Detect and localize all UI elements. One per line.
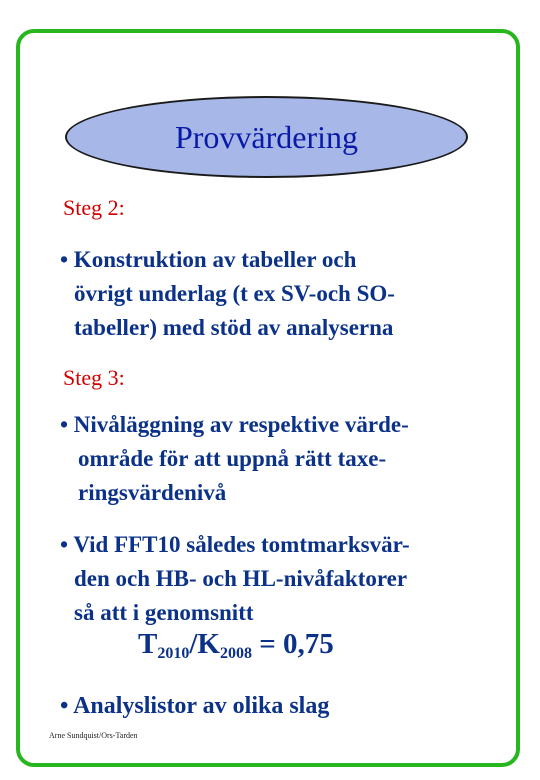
bullet-line: • Nivåläggning av respektive värde- — [60, 412, 409, 437]
footer-credit: Arne Sundquist/Ors-Tarden — [49, 731, 138, 740]
ratio-formula — [138, 628, 334, 663]
bullet-analyslistor — [60, 689, 329, 723]
formula-k: /K — [189, 628, 220, 660]
step-3-bullet-1 — [60, 408, 409, 510]
formula-k-subscript: 2008 — [219, 645, 252, 662]
bullet-line: • Konstruktion av tabeller och — [60, 247, 357, 272]
bullet-line: den och HB- och HL-nivåfaktorer — [74, 566, 408, 591]
slide-title: Provvärdering — [174, 118, 359, 155]
bullet-line: ringsvärdenivå — [78, 480, 227, 505]
bullet-line: tabeller) med stöd av analyserna — [74, 315, 394, 340]
step-3-bullet-2 — [60, 528, 410, 630]
formula-t: T — [138, 628, 158, 660]
bullet-line: så att i genomsnitt — [74, 600, 254, 625]
bullet-line: • Analyslistor av olika slag — [60, 693, 330, 719]
bullet-line: • Vid FFT10 således tomtmarksvär- — [60, 532, 410, 557]
formula-t-subscript: 2010 — [157, 645, 190, 662]
step-2-bullet — [60, 243, 395, 345]
step-3-label: Steg 3: — [63, 365, 125, 390]
bullet-line: övrigt underlag (t ex SV-och SO- — [74, 281, 395, 306]
step-2-label: Steg 2: — [63, 195, 125, 220]
bullet-line: område för att uppnå rätt taxe- — [78, 446, 387, 471]
formula-value: = 0,75 — [251, 628, 334, 660]
